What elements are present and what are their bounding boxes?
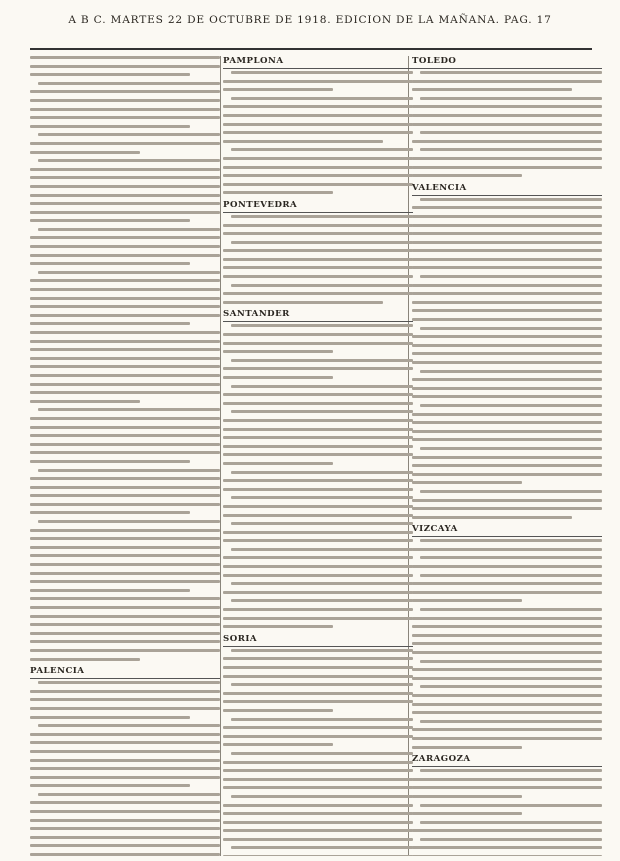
- text-line: [412, 668, 602, 671]
- article-santander: [223, 324, 413, 628]
- text-line: [223, 821, 413, 824]
- text-line: [30, 776, 220, 779]
- text-line: [223, 786, 413, 789]
- text-line: [223, 166, 413, 169]
- column-rule: [220, 56, 221, 856]
- text-line: [412, 846, 602, 849]
- text-line: [412, 651, 602, 654]
- text-line: [30, 810, 220, 813]
- text-line: [231, 215, 413, 218]
- text-line: [30, 750, 220, 753]
- text-line: [412, 232, 602, 235]
- text-line: [30, 65, 220, 68]
- text-line: [412, 249, 602, 252]
- text-line: [30, 741, 220, 744]
- text-line: [231, 284, 413, 287]
- text-line: [412, 258, 602, 261]
- text-line: [420, 71, 602, 74]
- text-line: [223, 342, 413, 345]
- text-line: [412, 507, 602, 510]
- text-line: [223, 531, 413, 534]
- text-line: [231, 97, 413, 100]
- text-line: [30, 767, 220, 770]
- text-line: [223, 333, 413, 336]
- text-line: [30, 580, 220, 583]
- text-line: [412, 266, 602, 269]
- text-line: [30, 707, 220, 710]
- section-heading-pontevedra: PONTEVEDRA: [223, 200, 413, 213]
- text-line: [231, 649, 413, 652]
- article-valencia: [412, 198, 602, 519]
- article-vizcaya: [412, 539, 602, 748]
- text-line: [223, 675, 413, 678]
- text-line: [30, 477, 220, 480]
- section-heading-toledo: TOLEDO: [412, 56, 602, 69]
- text-line: [412, 140, 602, 143]
- text-line: [231, 359, 413, 362]
- text-line: [223, 838, 413, 841]
- text-line: [30, 314, 220, 317]
- text-line: [223, 393, 413, 396]
- text-line: [231, 148, 413, 151]
- text-line: [420, 660, 602, 663]
- text-line: [223, 428, 413, 431]
- text-line: [30, 194, 220, 197]
- text-line: [231, 683, 413, 686]
- text-line: [412, 352, 602, 355]
- text-line: [420, 327, 602, 330]
- text-line: [30, 357, 220, 360]
- text-line: [223, 608, 413, 611]
- text-line: [30, 383, 220, 386]
- text-line: [30, 529, 220, 532]
- text-line: [412, 795, 522, 798]
- text-line: [231, 599, 413, 602]
- text-line: [30, 90, 220, 93]
- text-line: [412, 174, 522, 177]
- column-left: [30, 56, 220, 856]
- text-line: [223, 436, 413, 439]
- text-line: [30, 56, 220, 59]
- text-line: [231, 752, 413, 755]
- text-line: [223, 114, 413, 117]
- text-line: [412, 123, 602, 126]
- text-line: [30, 202, 220, 205]
- column-right: [412, 56, 602, 856]
- text-line: [30, 597, 220, 600]
- text-line: [223, 301, 383, 304]
- text-line: [412, 694, 602, 697]
- text-line: [223, 292, 413, 295]
- section-heading-vizcaya: VIZCAYA: [412, 524, 602, 537]
- text-line: [412, 456, 602, 459]
- text-line: [412, 778, 602, 781]
- text-line: [231, 496, 413, 499]
- text-line: [412, 395, 602, 398]
- article-toledo: [412, 71, 602, 177]
- text-line: [412, 548, 602, 551]
- text-line: [412, 157, 602, 160]
- text-line: [412, 634, 602, 637]
- text-line: [412, 284, 602, 287]
- text-line: [231, 471, 413, 474]
- text-line: [420, 490, 602, 493]
- text-line: [412, 728, 602, 731]
- text-line: [223, 505, 413, 508]
- text-line: [223, 462, 333, 465]
- text-line: [30, 819, 220, 822]
- text-line: [223, 123, 413, 126]
- text-line: [38, 159, 220, 162]
- text-line: [231, 385, 413, 388]
- text-line: [412, 114, 602, 117]
- text-line: [223, 829, 413, 832]
- text-line: [412, 318, 602, 321]
- text-line: [412, 746, 522, 749]
- text-line: [412, 582, 602, 585]
- text-line: [30, 417, 220, 420]
- text-line: [412, 361, 602, 364]
- text-line: [38, 82, 220, 85]
- text-line: [223, 778, 413, 781]
- text-line: [30, 827, 220, 830]
- text-line: [231, 522, 413, 525]
- text-line: [412, 344, 602, 347]
- article-palencia: [30, 681, 220, 856]
- text-line: [420, 539, 602, 542]
- text-line: [30, 211, 220, 214]
- text-line: [30, 494, 220, 497]
- text-line: [30, 185, 220, 188]
- text-line: [30, 784, 190, 787]
- text-line: [412, 292, 602, 295]
- text-line: [420, 131, 602, 134]
- article-soria: [223, 649, 413, 856]
- text-line: [412, 599, 522, 602]
- text-line: [420, 404, 602, 407]
- text-line: [420, 821, 602, 824]
- article-pontevedra: [223, 215, 413, 304]
- text-line: [223, 258, 413, 261]
- text-line: [30, 511, 190, 514]
- text-line: [223, 700, 413, 703]
- text-line: [30, 391, 220, 394]
- text-line: [30, 151, 140, 154]
- header-rule: [30, 48, 592, 50]
- text-line: [223, 666, 413, 669]
- text-line: [223, 726, 413, 729]
- text-line: [30, 615, 220, 618]
- text-line: [412, 224, 602, 227]
- text-line: [223, 183, 413, 186]
- text-line: [412, 387, 602, 390]
- text-line: [30, 733, 220, 736]
- text-line: [223, 350, 333, 353]
- text-line: [30, 649, 220, 652]
- text-line: [412, 677, 602, 680]
- text-line: [223, 80, 413, 83]
- text-line: [223, 692, 413, 695]
- text-line: [30, 623, 220, 626]
- text-line: [420, 198, 602, 201]
- text-line: [231, 324, 413, 327]
- text-line: [223, 625, 333, 628]
- text-line: [223, 232, 413, 235]
- text-line: [38, 681, 220, 684]
- text-line: [420, 574, 602, 577]
- text-line: [420, 804, 602, 807]
- text-line: [412, 591, 602, 594]
- text-line: [30, 108, 220, 111]
- text-line: [30, 537, 220, 540]
- text-line: [420, 556, 602, 559]
- text-line: [30, 434, 220, 437]
- column-middle: [223, 56, 413, 856]
- text-line: [30, 503, 220, 506]
- text-line: [223, 105, 413, 108]
- text-line: [412, 481, 522, 484]
- text-line: [30, 589, 190, 592]
- text-line: [420, 275, 602, 278]
- text-line: [223, 574, 413, 577]
- text-line: [412, 625, 602, 628]
- text-line: [223, 709, 333, 712]
- text-line: [30, 853, 220, 856]
- text-line: [223, 556, 413, 559]
- text-line: [412, 166, 602, 169]
- text-line: [30, 606, 220, 609]
- text-line: [30, 168, 220, 171]
- section-heading-valencia: VALENCIA: [412, 183, 602, 196]
- article-continued: [30, 56, 220, 661]
- text-line: [412, 241, 602, 244]
- text-line: [412, 855, 602, 856]
- text-line: [420, 370, 602, 373]
- text-line: [223, 761, 413, 764]
- text-line: [420, 838, 602, 841]
- text-line: [412, 617, 602, 620]
- text-line: [223, 419, 413, 422]
- text-line: [30, 640, 220, 643]
- text-line: [223, 804, 413, 807]
- text-line: [30, 486, 220, 489]
- text-line: [30, 73, 190, 76]
- text-line: [412, 737, 602, 740]
- text-line: [231, 582, 413, 585]
- text-line: [223, 445, 413, 448]
- text-line: [412, 703, 602, 706]
- text-line: [223, 249, 413, 252]
- text-line: [231, 410, 413, 413]
- text-line: [412, 642, 602, 645]
- text-line: [231, 718, 413, 721]
- text-line: [30, 658, 140, 661]
- text-line: [223, 266, 413, 269]
- text-line: [223, 591, 413, 594]
- text-line: [412, 464, 602, 467]
- text-line: [30, 331, 220, 334]
- text-line: [412, 413, 602, 416]
- text-line: [30, 365, 220, 368]
- text-line: [412, 80, 602, 83]
- text-line: [38, 520, 220, 523]
- text-line: [30, 451, 220, 454]
- text-line: [30, 698, 220, 701]
- text-line: [412, 812, 522, 815]
- text-line: [223, 191, 333, 194]
- running-header: A B C. MARTES 22 DE OCTUBRE DE 1918. EDICION DE LA MAÑANA. PAG. 17: [68, 14, 552, 26]
- text-line: [38, 228, 220, 231]
- text-line: [223, 367, 413, 370]
- text-line: [38, 271, 220, 274]
- section-heading-santander: SANTANDER: [223, 309, 413, 322]
- text-line: [223, 140, 383, 143]
- text-line: [223, 617, 413, 620]
- text-line: [30, 245, 220, 248]
- section-heading-palencia: PALENCIA: [30, 666, 220, 679]
- text-line: [223, 657, 413, 660]
- text-line: [30, 305, 220, 308]
- text-line: [30, 125, 190, 128]
- text-line: [30, 460, 190, 463]
- text-line: [223, 539, 413, 542]
- text-line: [30, 801, 220, 804]
- text-line: [30, 279, 220, 282]
- text-line: [223, 743, 333, 746]
- text-line: [223, 479, 413, 482]
- text-line: [231, 795, 413, 798]
- text-line: [412, 516, 572, 519]
- text-line: [412, 430, 602, 433]
- text-line: [412, 215, 602, 218]
- text-line: [30, 340, 220, 343]
- text-line: [223, 565, 413, 568]
- text-line: [223, 376, 333, 379]
- text-line: [223, 157, 413, 160]
- text-line: [223, 275, 413, 278]
- text-line: [420, 769, 602, 772]
- text-line: [38, 408, 220, 411]
- text-line: [30, 844, 220, 847]
- text-line: [412, 378, 602, 381]
- text-line: [30, 563, 220, 566]
- text-line: [412, 829, 602, 832]
- text-line: [30, 759, 220, 762]
- text-line: [38, 133, 220, 136]
- text-line: [223, 769, 413, 772]
- text-line: [30, 142, 220, 145]
- text-line: [223, 855, 413, 856]
- text-line: [38, 793, 220, 796]
- text-line: [223, 88, 333, 91]
- text-line: [30, 836, 220, 839]
- text-line: [30, 443, 220, 446]
- text-line: [420, 97, 602, 100]
- text-line: [30, 322, 190, 325]
- text-line: [38, 724, 220, 727]
- text-line: [223, 402, 413, 405]
- text-line: [223, 131, 413, 134]
- text-line: [412, 301, 602, 304]
- text-line: [420, 685, 602, 688]
- section-heading-soria: SORIA: [223, 634, 413, 647]
- text-line: [30, 348, 220, 351]
- text-line: [30, 99, 220, 102]
- text-line: [30, 176, 220, 179]
- text-line: [30, 632, 220, 635]
- text-line: [30, 716, 190, 719]
- text-line: [30, 236, 220, 239]
- text-line: [30, 690, 220, 693]
- text-line: [30, 426, 220, 429]
- text-line: [30, 374, 220, 377]
- text-line: [223, 453, 413, 456]
- section-heading-zaragoza: ZARAGOZA: [412, 754, 602, 767]
- text-line: [38, 469, 220, 472]
- text-line: [30, 297, 220, 300]
- text-line: [223, 174, 413, 177]
- text-line: [30, 572, 220, 575]
- text-line: [412, 105, 602, 108]
- text-line: [412, 88, 572, 91]
- article-zaragoza: [412, 769, 602, 856]
- text-line: [30, 219, 190, 222]
- text-line: [223, 812, 413, 815]
- text-line: [420, 447, 602, 450]
- text-line: [412, 473, 602, 476]
- section-heading-pamplona: PAMPLONA: [223, 56, 413, 69]
- text-line: [412, 335, 602, 338]
- text-line: [412, 309, 602, 312]
- text-line: [30, 546, 220, 549]
- text-line: [420, 608, 602, 611]
- text-line: [412, 438, 602, 441]
- text-line: [412, 786, 602, 789]
- text-line: [420, 720, 602, 723]
- text-line: [231, 71, 413, 74]
- text-line: [30, 554, 220, 557]
- text-line: [30, 288, 220, 291]
- text-line: [30, 116, 220, 119]
- text-line: [412, 711, 602, 714]
- text-line: [231, 846, 413, 849]
- text-line: [231, 548, 413, 551]
- text-line: [223, 224, 413, 227]
- text-line: [412, 421, 602, 424]
- text-line: [420, 148, 602, 151]
- text-line: [412, 206, 602, 209]
- text-line: [30, 254, 220, 257]
- text-line: [30, 400, 140, 403]
- text-line: [231, 241, 413, 244]
- text-line: [412, 499, 602, 502]
- article-pamplona: [223, 71, 413, 194]
- text-line: [30, 262, 190, 265]
- text-line: [223, 488, 413, 491]
- text-line: [412, 565, 602, 568]
- text-line: [223, 735, 413, 738]
- text-line: [223, 514, 413, 517]
